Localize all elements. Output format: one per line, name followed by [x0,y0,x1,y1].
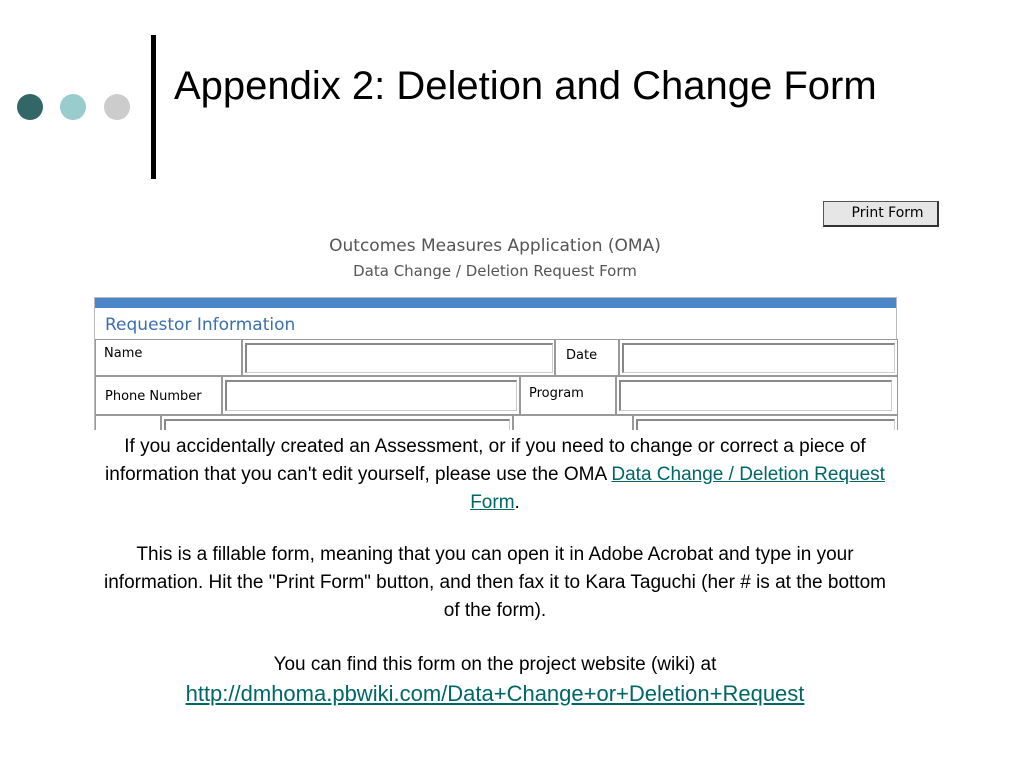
date-field[interactable] [622,343,895,373]
requestor-panel [94,297,897,430]
form-header-bar [95,298,896,308]
paragraph-3-text: You can find this form on the project website (wiki) at [273,654,717,675]
date-label-cell [555,339,619,376]
name-label-cell [95,339,242,376]
phone-label: Phone Number [105,389,202,404]
name-field[interactable] [245,343,553,373]
program-field[interactable] [619,380,892,411]
paragraph-instructions [100,433,890,517]
print-form-button[interactable]: Print Form [823,201,939,227]
title-divider [151,35,156,179]
form-subtitle: Data Change / Deletion Request Form [353,262,637,280]
program-cell [616,376,898,415]
paragraph-1-text: If you accidentally created an Assessment, or if you need to change or correct a piece of information that you can't edit yourself, please use the OMA [105,436,866,485]
phone-cell [222,376,520,415]
row3b-cell [633,415,898,430]
paragraph-2-text: This is a fillable form, meaning that you can open it in Adobe Acrobat and type in your information. Hit the "Print Form" button, and then fax it to Kara Taguchi (her # is at the bottom of the form). [104,544,886,621]
date-label: Date [566,348,598,363]
paragraph-1-end: . [514,492,520,513]
slide-title: Appendix 2: Deletion and Change Form [174,64,877,108]
decor-dot-teal [60,94,86,120]
row3b-label-cell [513,415,633,430]
program-label: Program [529,386,584,401]
row3-label-cell [95,415,161,430]
phone-field[interactable] [225,380,517,411]
phone-label-cell [95,376,222,415]
form-title: Outcomes Measures Application (OMA) [329,236,661,256]
row3-field[interactable] [164,419,510,430]
form-link[interactable]: Data Change / Deletion Request Form [470,464,885,513]
row3b-field[interactable] [636,419,895,430]
decor-dot-gray [104,94,130,120]
section-heading: Requestor Information [105,315,296,335]
decor-dot-dark [17,94,43,120]
name-cell [242,339,555,376]
paragraph-website [100,651,890,710]
form-screenshot [92,196,942,430]
program-label-cell [520,376,616,415]
name-label: Name [104,346,143,361]
date-cell [619,339,898,376]
row3-cell [161,415,513,430]
paragraph-fillable [100,541,890,625]
wiki-url-link[interactable]: http://dmhoma.pbwiki.com/Data+Change+or+Deletion+Request [185,681,805,706]
